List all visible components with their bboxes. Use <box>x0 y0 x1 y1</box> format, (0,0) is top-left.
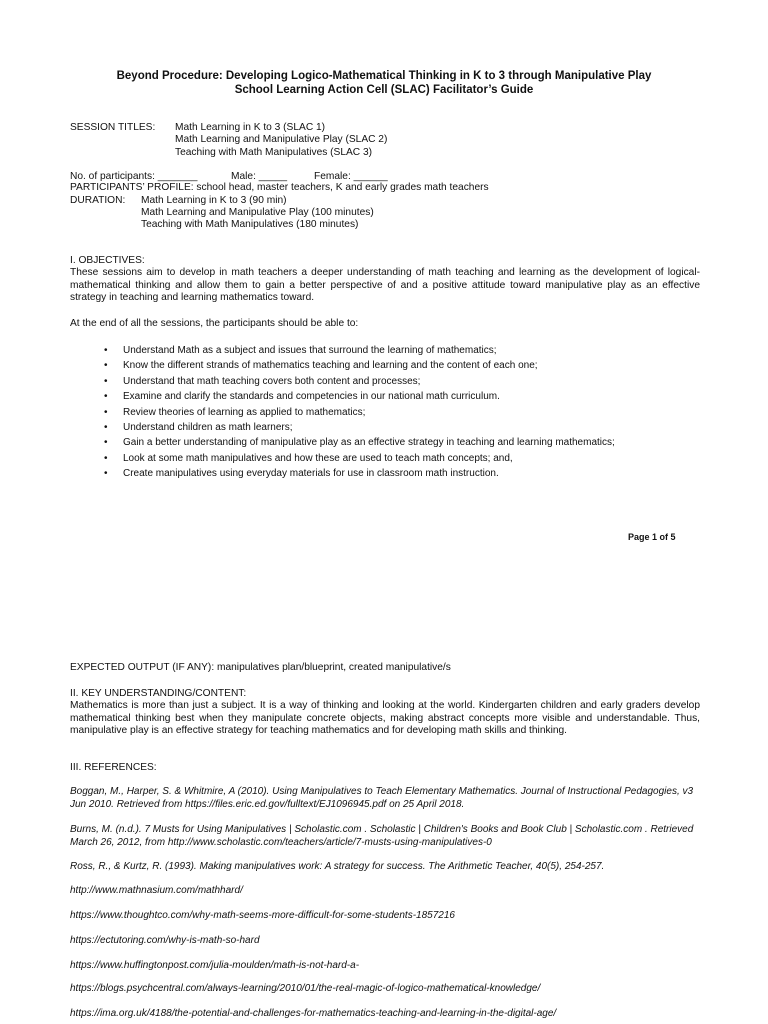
objectives-lead: At the end of all the sessions, the participants should be able to: <box>70 318 359 329</box>
bullet-icon: • <box>104 375 108 387</box>
objective-text: Understand children as math learners; <box>123 422 293 434</box>
objective-item <box>104 343 704 358</box>
reference-link[interactable]: https://www.huffingtonpost.com/julia-moulden/math-is-not-hard-a- <box>70 960 360 971</box>
objective-text: Look at some math manipulatives and how these are used to teach math concepts; and, <box>123 452 513 464</box>
reference-link[interactable]: https://ima.org.uk/4188/the-potential-and-challenges-for-mathematics-teaching-and-learning-in-the-digital-age/ <box>70 1008 557 1019</box>
objectives-heading: I. OBJECTIVES: <box>70 255 145 266</box>
reference-link[interactable]: https://ectutoring.com/why-is-math-so-hard <box>70 935 260 946</box>
objective-text: Examine and clarify the standards and competencies in our national math curriculum. <box>123 391 500 403</box>
objective-item <box>104 466 704 481</box>
duration-item-3: Teaching with Math Manipulatives (180 minutes) <box>141 219 359 230</box>
objective-item <box>104 389 704 404</box>
reference-entry: Boggan, M., Harper, S. & Whitmire, A (2010). Using Manipulatives to Teach Elementary Mathematics. Journal of Instructional Pedagogies, v3 Jun 2010. Retrieved from https://files.eric.ed.gov/fulltext/EJ1096945.pdf on 25 April 2018. <box>70 786 694 810</box>
bullet-icon: • <box>104 452 108 464</box>
objective-text: Gain a better understanding of manipulative play as an effective strategy in teaching and learning mathematics; <box>123 437 615 449</box>
objective-item <box>104 435 704 450</box>
page-number: Page 1 of 5 <box>628 532 676 542</box>
expected-output: EXPECTED OUTPUT (IF ANY): manipulatives plan/blueprint, created manipulative/s <box>70 662 451 673</box>
reference-entry: Burns, M. (n.d.). 7 Musts for Using Manipulatives | Scholastic.com . Scholastic | Children's Books and Book Club | Scholastic.com . Retrieved March 26, 2012, from http://www.scholastic.com/teachers/article/7-musts-using-manipulatives-0 <box>70 824 694 848</box>
bullet-icon: • <box>104 345 108 356</box>
objective-item <box>104 405 704 420</box>
reference-link[interactable]: https://blogs.psychcentral.com/always-learning/2010/01/the-real-magic-of-logico-mathematical-knowledge/ <box>70 983 541 994</box>
participants-profile: PARTICIPANTS’ PROFILE: school head, master teachers, K and early grades math teachers <box>70 182 489 193</box>
duration-item-2: Math Learning and Manipulative Play (100 minutes) <box>141 207 374 218</box>
bullet-icon: • <box>104 437 108 449</box>
objective-item <box>104 420 704 435</box>
bullet-icon: • <box>104 360 108 372</box>
reference-entry: Ross, R., & Kurtz, R. (1993). Making manipulatives work: A strategy for success. The Arithmetic Teacher, 40(5), 254-257. <box>70 861 605 872</box>
objective-text: Understand that math teaching covers both content and processes; <box>123 375 421 387</box>
objective-text: Review theories of learning as applied to mathematics; <box>123 406 366 418</box>
objective-item <box>104 374 704 389</box>
duration-item-1: Math Learning in K to 3 (90 min) <box>141 195 287 206</box>
session-title-1: Math Learning in K to 3 (SLAC 1) <box>175 122 326 133</box>
references-heading: III. REFERENCES: <box>70 762 157 773</box>
bullet-icon: • <box>104 391 108 403</box>
participants-count: No. of participants: _______ <box>70 171 198 182</box>
reference-link[interactable]: https://www.thoughtco.com/why-math-seems-more-difficult-for-some-students-1857216 <box>70 910 455 921</box>
session-title-3: Teaching with Math Manipulatives (SLAC 3) <box>175 147 373 158</box>
bullet-icon: • <box>104 422 108 434</box>
objective-text: Know the different strands of mathematics teaching and learning and the content of each one; <box>123 360 538 372</box>
document-title-line1: Beyond Procedure: Developing Logico-Mathematical Thinking in K to 3 through Manipulative Play <box>116 70 652 82</box>
participants-female: Female: ______ <box>314 171 388 182</box>
objectives-intro: These sessions aim to develop in math teachers a deeper understanding of math teaching and learning as the development of logical-mathematical thinking and allow them to gain a better perspective of and a positive attitude toward manipulative play as an effective strategy in teaching and learning mathematics toward. <box>70 267 700 304</box>
session-title-2: Math Learning and Manipulative Play (SLAC 2) <box>175 134 388 145</box>
participants-male: Male: _____ <box>231 171 288 182</box>
objective-text: Understand Math as a subject and issues that surround the learning of mathematics; <box>123 345 497 356</box>
bullet-icon: • <box>104 468 108 480</box>
objective-item <box>104 358 704 373</box>
document-title-line2: School Learning Action Cell (SLAC) Facilitator’s Guide <box>234 84 534 96</box>
bullet-icon: • <box>104 406 108 418</box>
key-understanding-heading: II. KEY UNDERSTANDING/CONTENT: <box>70 688 247 699</box>
objective-item <box>104 451 704 466</box>
objective-text: Create manipulatives using everyday materials for use in classroom math instruction. <box>123 468 499 480</box>
session-titles-label: SESSION TITLES: <box>70 122 156 133</box>
duration-label: DURATION: <box>70 195 126 206</box>
key-understanding-text: Mathematics is more than just a subject. It is a way of thinking and looking at the world. Kindergarten children and early graders develop mathematical thinking best when they manipulate concrete objects, making abstract concepts more visible and understandable. Thus, manipulative play is an effective strategy for teaching mathematics and for developing math skills and thinking. <box>70 700 700 737</box>
reference-link[interactable]: http://www.mathnasium.com/mathhard/ <box>70 885 243 896</box>
objectives-list <box>104 343 704 482</box>
